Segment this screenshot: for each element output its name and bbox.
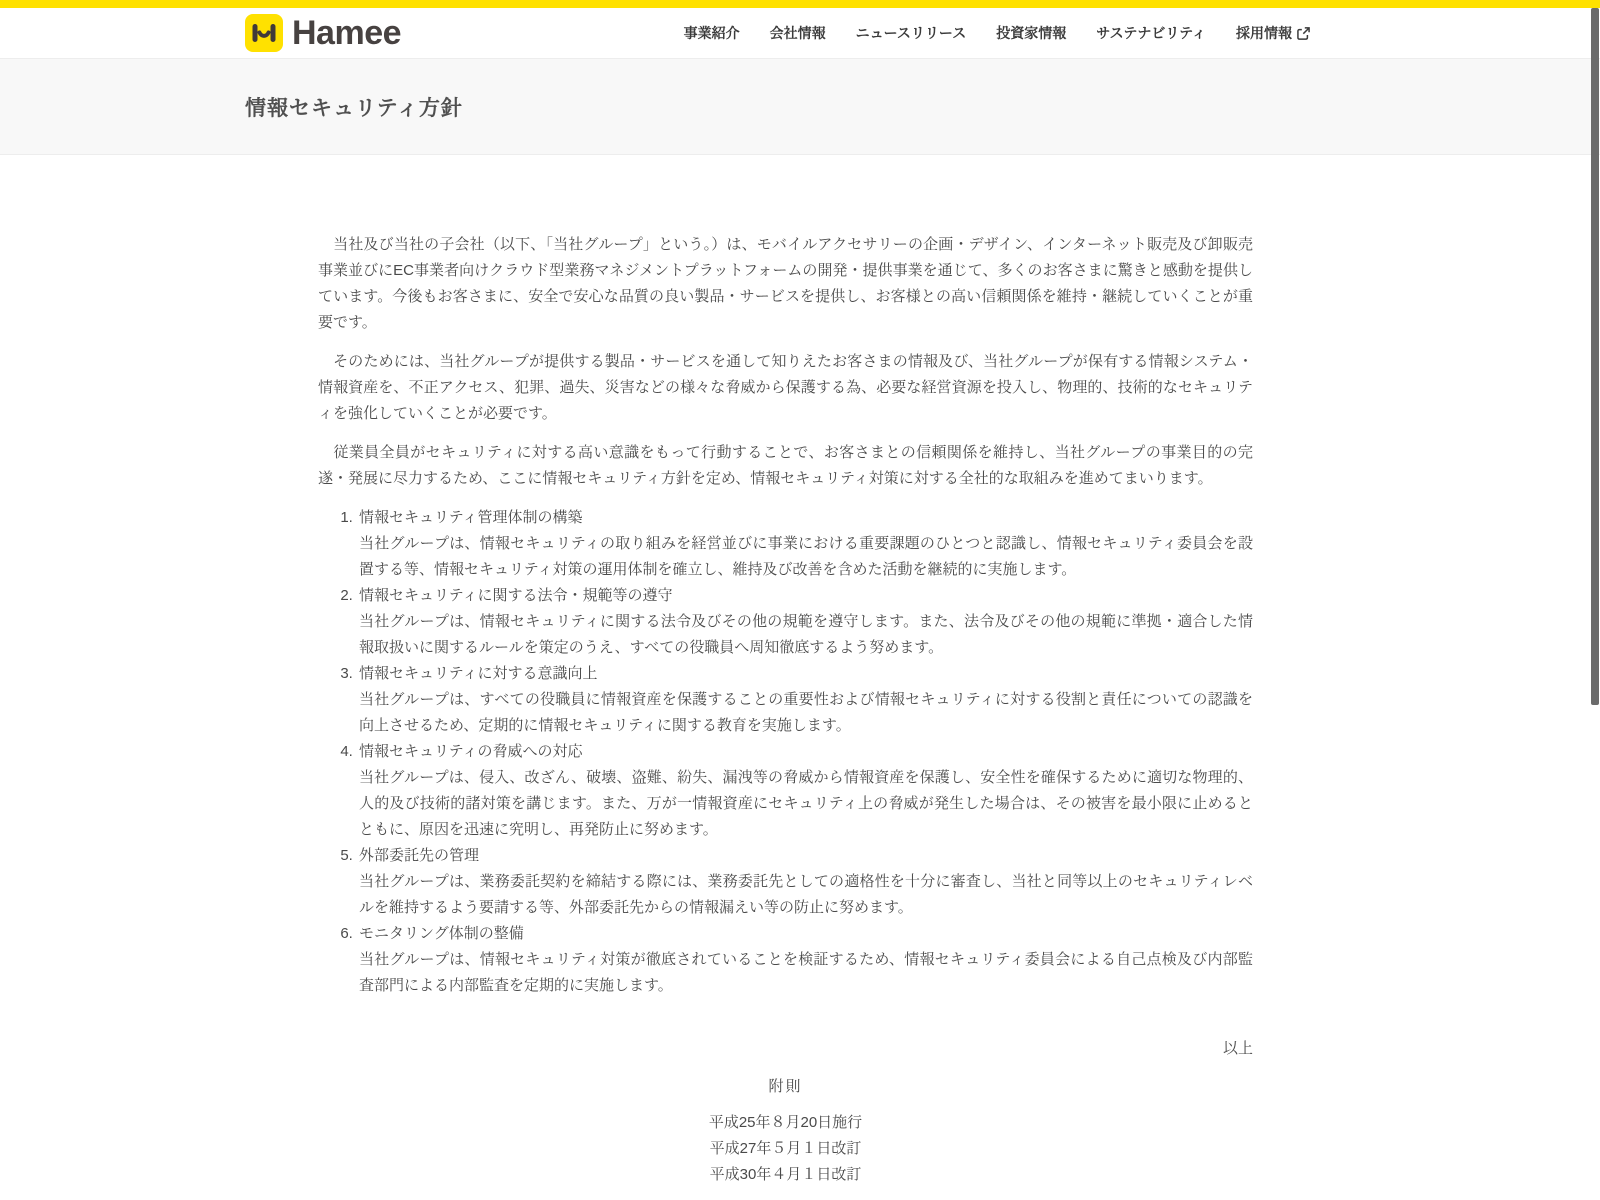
page-title: 情報セキュリティ方針 — [245, 96, 463, 120]
intro-paragraph: そのためには、当社グループが提供する製品・サービスを通して知りえたお客さまの情報及び、当社グループが保有する情報システム・情報資産を、不正アクセス、犯罪、過失、災害などの様々な脅威から保護する為、必要な経営資源を投入し、物理的、技術的なセキュリティを強化していくことが必要です。 — [318, 353, 1253, 422]
nav-item-sustainability[interactable] — [1096, 23, 1206, 43]
policy-item-title: 2. 情報セキュリティに関する法令・規範等の遵守 — [359, 587, 673, 604]
nav-item-label: 投資家情報 — [996, 25, 1067, 41]
revision-history — [318, 1110, 1253, 1188]
nav-item-company[interactable] — [770, 23, 826, 43]
policy-list-item — [357, 843, 1253, 921]
closing-text: 以上 — [1222, 1040, 1253, 1057]
policy-list-item — [357, 739, 1253, 843]
policy-list-item — [357, 661, 1253, 739]
scrollbar-thumb[interactable] — [1591, 8, 1599, 705]
nav-item-label: ニュースリリース — [855, 25, 967, 41]
policy-item-title: 1. 情報セキュリティ管理体制の構築 — [359, 509, 583, 526]
policy-item-body: 当社グループは、情報セキュリティ対策が徹底されていることを検証するため、情報セキュリティ委員会による自己点検及び内部監査部門による内部監査を定期的に実施します。 — [359, 951, 1253, 994]
policy-item-title: 3. 情報セキュリティに対する意識向上 — [359, 665, 598, 682]
nav-item-label: 会社情報 — [769, 25, 826, 41]
policy-list-item — [357, 505, 1253, 583]
logo-home-link[interactable] — [245, 14, 401, 52]
policy-item-body: 当社グループは、すべての役職員に情報資産を保護することの重要性および情報セキュリティに対する役割と責任についての認識を向上させるため、定期的に情報セキュリティに関する教育を実施します。 — [359, 691, 1253, 734]
site-header — [0, 8, 1600, 58]
policy-item-body: 当社グループは、業務委託契約を締結する際には、業務委託先としての適格性を十分に審査し、当社と同等以上のセキュリティレベルを維持するよう要請する等、外部委託先からの情報漏えい等の防止に努めます。 — [359, 873, 1253, 916]
policy-list-item — [357, 583, 1253, 661]
policy-item-title: 4. 情報セキュリティの脅威への対応 — [359, 743, 583, 760]
nav-item-label: 事業紹介 — [683, 25, 740, 41]
nav-item-label: サステナビリティ — [1096, 25, 1206, 41]
nav-item-news[interactable] — [856, 23, 967, 43]
appendix-title: 附則 — [768, 1078, 803, 1095]
nav-item-business[interactable] — [684, 23, 740, 43]
policy-item-body: 当社グループは、情報セキュリティの取り組みを経営並びに事業における重要課題のひとつと認識し、情報セキュリティ委員会を設置する等、情報セキュリティ対策の運用体制を確立し、維持及び改善を含めた活動を継続的に実施します。 — [359, 535, 1253, 578]
nav-item-recruit[interactable] — [1236, 23, 1310, 43]
policy-item-body: 当社グループは、情報セキュリティに関する法令及びその他の規範を遵守します。また、法令及びその他の規範に準拠・適合した情報取扱いに関するルールを策定のうえ、すべての役職員へ周知徹底するよう努めます。 — [359, 613, 1253, 656]
hamee-smiley-icon — [245, 14, 283, 52]
policy-item-title: 5. 外部委託先の管理 — [359, 847, 480, 864]
intro-paragraph: 従業員全員がセキュリティに対する高い意識をもって行動することで、お客さまとの信頼関係を維持し、当社グループの事業目的の完遂・発展に尽力するため、ここに情報セキュリティ方針を定め、情報セキュリティ対策に対する全社的な取組みを進めてまいります。 — [318, 444, 1253, 487]
revision-line: 平成27年５月１日改訂 — [709, 1140, 862, 1157]
policy-list-item — [357, 921, 1253, 999]
page-title-band — [0, 58, 1600, 155]
nav-item-ir[interactable] — [996, 23, 1066, 43]
policy-content — [318, 155, 1253, 1188]
policy-list — [318, 505, 1253, 999]
revision-line: 平成25年８月20日施行 — [708, 1114, 863, 1131]
nav-item-label: 採用情報 — [1236, 25, 1292, 41]
policy-item-title: 6. モニタリング体制の整備 — [359, 925, 524, 942]
intro-paragraph: 当社及び当社の子会社（以下、「当社グループ」という。）は、モバイルアクセサリーの企画・デザイン、インターネット販売及び卸販売事業並びにEC事業者向けクラウド型業務マネジメントプラットフォームの開発・提供事業を通じて、多くのお客さまに驚きと感動を提供しています。今後もお客さまに、安全で安心な品質の良い製品・サービスを提供し、お客様との高い信頼関係を維持・継続していくことが重要です。 — [318, 236, 1253, 331]
logo-text: Hamee — [292, 14, 402, 52]
brand-accent-bar — [0, 0, 1600, 8]
main-nav — [684, 23, 1310, 43]
external-link-icon — [1297, 27, 1310, 40]
policy-item-body: 当社グループは、侵入、改ざん、破壊、盗難、紛失、漏洩等の脅威から情報資産を保護し、安全性を確保するために適切な物理的、人的及び技術的諸対策を講じます。また、万が一情報資産にセキュリティ上の脅威が発生した場合は、その被害を最小限に止めるとともに、原因を迅速に究明し、再発防止に努めます。 — [359, 769, 1253, 838]
revision-line: 平成30年４月１日改訂 — [709, 1166, 862, 1183]
